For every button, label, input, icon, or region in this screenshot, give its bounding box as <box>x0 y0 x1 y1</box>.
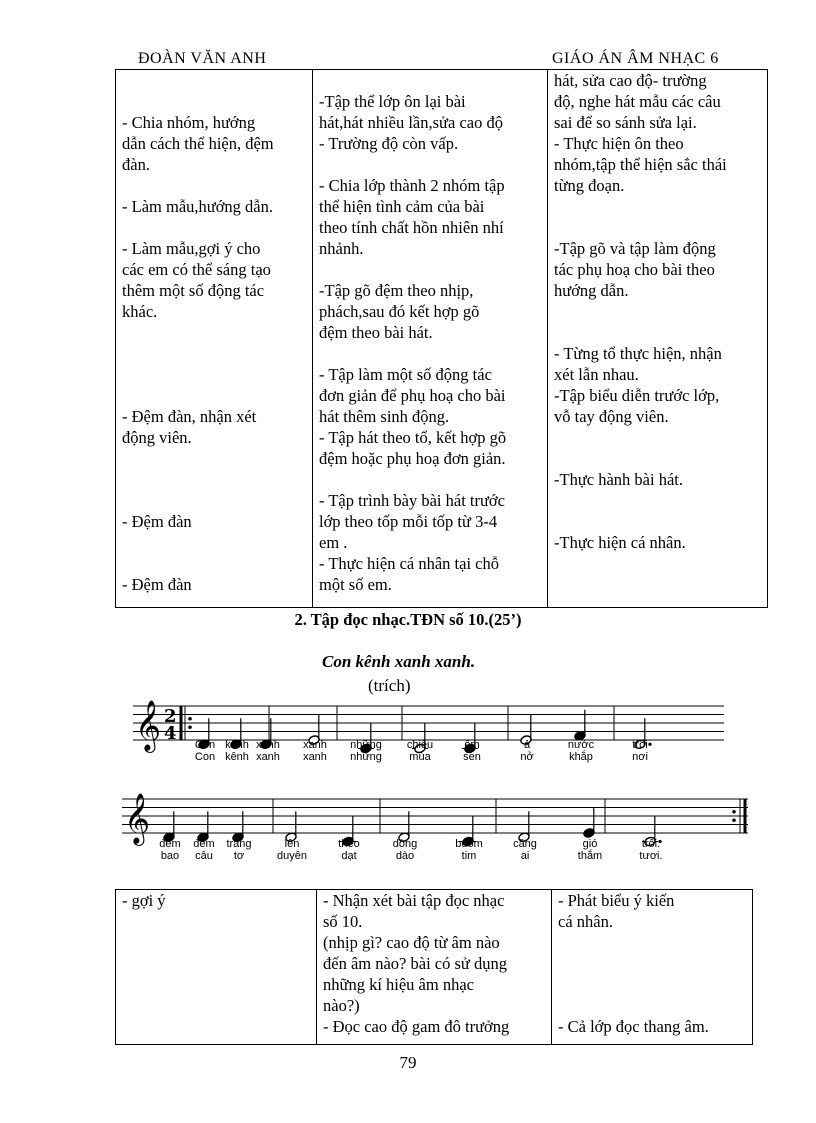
cell-line: đàn. <box>122 155 150 174</box>
cell-line: - Từng tổ thực hiện, nhận <box>554 344 722 363</box>
lyric-syllable: tim <box>461 850 477 862</box>
lyric-syllable: những <box>350 751 382 763</box>
lyric-syllable: êm <box>464 739 480 751</box>
cell-line: hướng dẫn. <box>554 281 629 300</box>
cell-line: - Tập trình bày bài hát trước <box>319 491 505 510</box>
lyric-syllable: nơi <box>632 751 648 763</box>
cell-line: - Đệm đàn <box>122 575 192 594</box>
cell-line: dẫn cách thể hiện, đệm <box>122 134 274 153</box>
cell-line: - Chia nhóm, hướng <box>122 113 256 132</box>
cell-line: - Trường độ còn vấp. <box>319 134 459 153</box>
student-activity-cell-2 <box>317 890 552 1045</box>
lyric-syllable: buồm <box>455 838 483 850</box>
cell-line: - Đọc cao độ gam đô trưởng <box>323 1017 510 1036</box>
cell-line: - Đệm đàn <box>122 512 192 531</box>
time-sig-top: 2 <box>164 706 177 727</box>
cell-line: động viên. <box>122 428 192 447</box>
lyric-syllable: ả <box>523 739 531 751</box>
cell-line: lớp theo tốp mỗi tốp từ 3-4 <box>319 512 498 531</box>
cell-line: vỗ tay động viên. <box>554 407 669 426</box>
treble-clef-icon: 𝄞 <box>124 793 151 844</box>
cell-line: (nhịp gì? cao độ từ âm nào <box>323 933 500 952</box>
lyric-syllable: dòng <box>392 838 418 850</box>
lyric-syllable: đêm <box>193 838 215 850</box>
cell-line: độ, nghe hát mẫu các câu <box>554 92 721 111</box>
repeat-dot <box>732 810 736 814</box>
cell-line: khác. <box>122 302 158 321</box>
teacher-activity-cell-2 <box>116 890 317 1045</box>
cell-line: một số em. <box>319 575 392 594</box>
cell-line: đệm hoặc phụ hoạ đơn giản. <box>319 449 506 468</box>
lyric-syllable: xanh <box>303 751 327 763</box>
cell-line: thể hiện tình cảm của bài <box>319 197 485 216</box>
treble-clef-icon: 𝄞 <box>135 700 162 751</box>
repeat-dot <box>188 717 192 721</box>
lyric-syllable: trăng <box>226 838 252 850</box>
cell-line: hát, sửa cao độ- trường <box>554 71 707 90</box>
cell-line: - Phát biểu ý kiến <box>558 891 675 910</box>
repeat-dot <box>732 818 736 822</box>
lyric-syllable: lên <box>284 838 300 850</box>
cell-line: các em có thể sáng tạo <box>122 260 271 279</box>
repeat-dot <box>188 725 192 729</box>
lyric-syllable: duyên <box>277 850 307 862</box>
cell-line: đơn giản để phụ hoạ cho bài <box>319 386 506 405</box>
cell-line: -Tập gõ đệm theo nhịp, <box>319 281 474 300</box>
cell-line: - Làm mẫu,gợi ý cho <box>122 239 261 258</box>
lyric-syllable: khắp <box>569 751 593 763</box>
cell-line: - Thực hiện cá nhân tại chỗ <box>319 554 499 573</box>
cell-line: - Cả lớp đọc thang âm. <box>558 1017 709 1036</box>
cell-line: - Thực hiện ôn theo <box>554 134 684 153</box>
cell-line: - Tập hát theo tổ, kết hợp gõ <box>319 428 507 447</box>
lesson-table-bottom <box>115 889 753 1045</box>
student-result-text-2 <box>558 890 746 1037</box>
staff-line-1 <box>133 700 724 763</box>
cell-line: hát thêm sinh động. <box>319 407 450 426</box>
lyric-syllable: xanh <box>256 751 280 763</box>
lyric-syllable: tươi. <box>639 850 663 862</box>
cell-line: -Tập thể lớp ôn lại bài <box>319 92 466 111</box>
cell-line: tác phụ hoạ cho bài theo <box>554 260 715 279</box>
student-result-cell-2 <box>552 890 753 1045</box>
cell-line: những kí hiệu âm nhạc <box>323 975 474 994</box>
page-number: 79 <box>399 1053 417 1072</box>
lyric-syllable: ai <box>520 850 530 862</box>
lyric-syllable: Con <box>194 751 216 763</box>
cell-line: hát,hát nhiều lần,sửa cao độ <box>319 113 503 132</box>
cell-line: - Làm mẫu,hướng dẫn. <box>122 197 274 216</box>
lyric-syllable: căng <box>513 838 537 850</box>
song-subtitle: (trích) <box>368 676 411 695</box>
lyric-syllable: dạt <box>341 850 357 862</box>
cell-line <box>558 932 746 953</box>
cell-line: từng đoạn. <box>554 176 625 195</box>
cell-line: đệm theo bài hát. <box>319 323 433 342</box>
lyric-syllable: đêm <box>159 838 181 850</box>
lyric-syllable: chiều <box>406 739 434 751</box>
lyric-syllable: tơ <box>233 850 245 862</box>
teacher-activity-text-2 <box>122 890 310 911</box>
cell-line <box>558 995 746 1016</box>
cell-line: -Tập biểu diễn trước lớp, <box>554 386 720 405</box>
cell-line: - Đệm đàn, nhận xét <box>122 407 257 426</box>
cell-line: -Thực hiện cá nhân. <box>554 533 686 552</box>
header-author: ĐOÀN VĂN ANH <box>138 50 267 67</box>
cell-line: em . <box>319 533 348 552</box>
cell-line: -Thực hành bài hát. <box>554 470 683 489</box>
staff-line-2 <box>122 793 748 862</box>
lyric-syllable: theo <box>338 838 360 850</box>
cell-line: - Nhận xét bài tập đọc nhạc <box>323 891 505 910</box>
cell-line: nhóm,tập thể hiện sắc thái <box>554 155 727 174</box>
lyric-syllable: trôi <box>632 739 648 751</box>
note-dot <box>648 743 651 746</box>
cell-line: theo tính chất hồn nhiên nhí <box>319 218 504 237</box>
lyric-syllable: sen <box>463 751 481 763</box>
cell-line <box>558 974 746 995</box>
lyric-syllable: mùa <box>409 751 431 763</box>
lyric-syllable: thắm <box>577 850 603 862</box>
lyric-syllable: kênh <box>225 739 249 751</box>
cell-line: - gợi ý <box>122 891 166 910</box>
song-title: Con kênh xanh xanh. <box>322 652 476 671</box>
lyric-syllable: nở <box>520 751 534 763</box>
lyric-syllable: bao <box>160 850 180 862</box>
lyric-syllable: dào <box>395 850 415 862</box>
cell-line: - Tập làm một số động tác <box>319 365 492 384</box>
header-subject: GIÁO ÁN ÂM NHẠC 6 <box>552 50 719 67</box>
lyric-syllable: câu <box>195 850 213 862</box>
cell-line: nhảnh. <box>319 239 364 258</box>
student-activity-text-2 <box>323 890 545 1037</box>
cell-line: xét lẫn nhau. <box>554 365 639 384</box>
lyric-syllable: kênh <box>225 751 249 763</box>
lyric-syllable: trôi. <box>641 838 661 850</box>
cell-line: nào?) <box>323 996 360 1015</box>
cell-line: số 10. <box>323 912 363 931</box>
cell-line: thêm một số động tác <box>122 281 265 300</box>
time-sig-bottom: 4 <box>164 723 177 744</box>
cell-line: đến âm nào? bài có sử dụng <box>323 954 507 973</box>
lyric-syllable: gió <box>582 838 598 850</box>
lyric-syllable: nước <box>567 739 595 751</box>
cell-line: sai để so sánh sửa lại. <box>554 113 697 132</box>
lyric-syllable: Con <box>194 739 216 751</box>
cell-line: phách,sau đó kết hợp gõ <box>319 302 480 321</box>
cell-line <box>558 953 746 974</box>
cell-line: -Tập gõ và tập làm động <box>554 239 716 258</box>
cell-line: cá nhân. <box>558 912 613 931</box>
section-title: 2. Tập đọc nhạc.TĐN số 10.(25’) <box>294 610 522 629</box>
lyric-syllable: những <box>350 739 382 751</box>
cell-line: - Chia lớp thành 2 nhóm tập <box>319 176 505 195</box>
lyric-syllable: xanh <box>303 739 327 751</box>
lyric-syllable: xanh <box>256 739 280 751</box>
